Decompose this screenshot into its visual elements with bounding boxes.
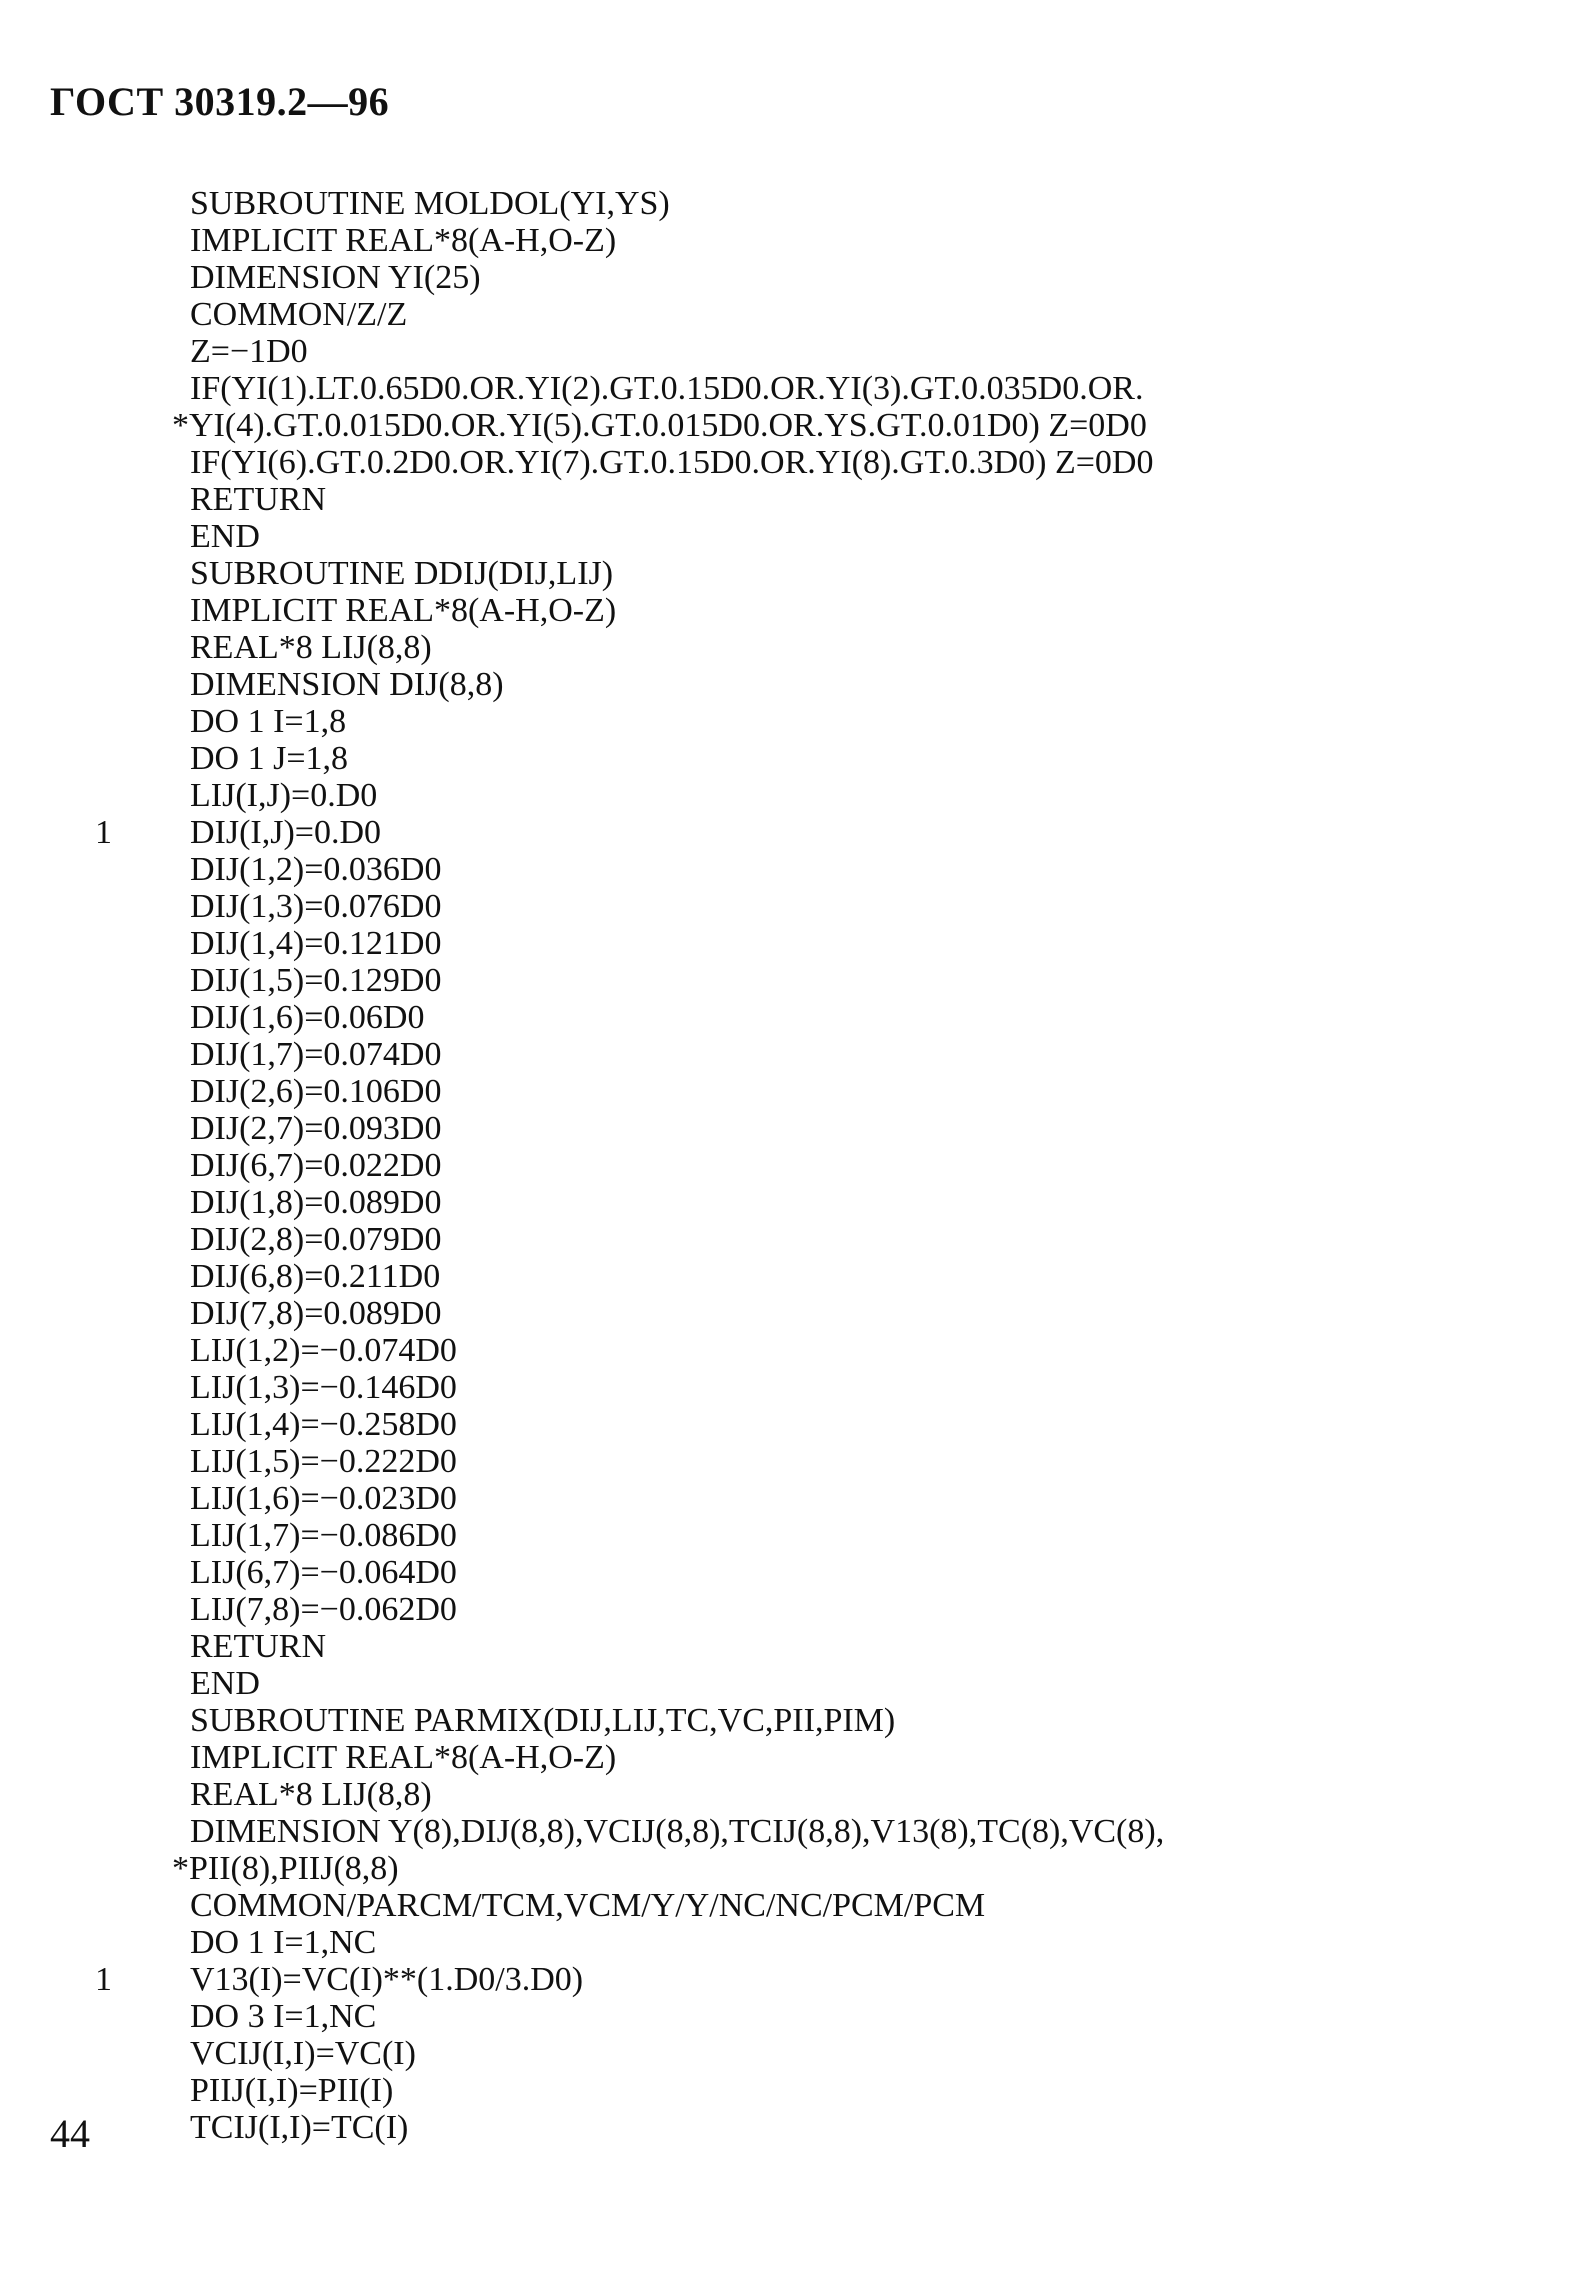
code-line [0,1295,1590,1332]
code-line [0,1147,1590,1184]
code-line [0,1036,1590,1073]
code-line [0,1591,1590,1628]
code-line [0,1258,1590,1295]
code-text: LIJ(1,2)=−0.074D0 [190,1332,457,1369]
code-text: DIMENSION DIJ(8,8) [190,666,504,703]
statement-label: 1 [95,814,112,851]
code-text: LIJ(I,J)=0.D0 [190,777,378,814]
code-text: RETURN [190,481,326,518]
code-text: DIMENSION Y(8),DIJ(8,8),VCIJ(8,8),TCIJ(8,8),V13(8),TC(8),VC(8), [190,1813,1165,1850]
document-header: ГОСТ 30319.2—96 [50,79,390,124]
code-line [0,1443,1590,1480]
code-text: LIJ(1,4)=−0.258D0 [190,1406,457,1443]
code-line [0,740,1590,777]
code-line [0,962,1590,999]
code-line [0,518,1590,555]
code-text: IMPLICIT REAL*8(A-H,O-Z) [190,592,617,629]
code-line [0,370,1590,407]
code-text: VCIJ(I,I)=VC(I) [190,2035,416,2072]
code-text: *YI(4).GT.0.015D0.OR.YI(5).GT.0.015D0.OR.YS.GT.0.01D0) Z=0D0 [172,407,1147,444]
code-line [0,629,1590,666]
code-text: IF(YI(1).LT.0.65D0.OR.YI(2).GT.0.15D0.OR.YI(3).GT.0.035D0.OR. [190,370,1144,407]
code-line [0,703,1590,740]
code-line [0,1554,1590,1591]
code-line [0,185,1590,222]
code-text: SUBROUTINE DDIJ(DIJ,LIJ) [190,555,614,592]
code-line [0,1776,1590,1813]
code-text: DIJ(I,J)=0.D0 [190,814,382,851]
code-line [0,2035,1590,2072]
page-number: 44 [50,2111,90,2156]
code-text: REAL*8 LIJ(8,8) [190,1776,432,1813]
code-line [0,1332,1590,1369]
code-text: Z=−1D0 [190,333,308,370]
code-line [0,1184,1590,1221]
code-text: SUBROUTINE MOLDOL(YI,YS) [190,185,670,222]
code-line [0,222,1590,259]
code-text: DIJ(1,8)=0.089D0 [190,1184,442,1221]
code-line [0,1702,1590,1739]
code-line [0,1110,1590,1147]
code-line [0,1887,1590,1924]
code-text: DIJ(2,7)=0.093D0 [190,1110,442,1147]
code-line [0,851,1590,888]
code-line [0,777,1590,814]
code-line [0,333,1590,370]
code-text: LIJ(1,3)=−0.146D0 [190,1369,457,1406]
code-text: DIJ(2,8)=0.079D0 [190,1221,442,1258]
code-text: COMMON/PARCM/TCM,VCM/Y/Y/NC/NC/PCM/PCM [190,1887,986,1924]
code-text: DIJ(1,2)=0.036D0 [190,851,442,888]
code-text: SUBROUTINE PARMIX(DIJ,LIJ,TC,VC,PII,PIM) [190,1702,896,1739]
code-text: COMMON/Z/Z [190,296,408,333]
code-text: DIJ(6,7)=0.022D0 [190,1147,442,1184]
code-text: DO 1 I=1,8 [190,703,347,740]
code-line [0,259,1590,296]
code-text: DIMENSION YI(25) [190,259,481,296]
code-text: LIJ(1,7)=−0.086D0 [190,1517,457,1554]
code-line [0,1406,1590,1443]
code-text: DIJ(1,5)=0.129D0 [190,962,442,999]
code-text: DIJ(1,7)=0.074D0 [190,1036,442,1073]
code-text: REAL*8 LIJ(8,8) [190,629,432,666]
code-text: LIJ(6,7)=−0.064D0 [190,1554,457,1591]
code-listing [0,185,1590,2146]
code-text: END [190,1665,260,1702]
code-text: DO 1 I=1,NC [190,1924,377,1961]
code-line [0,1813,1590,1850]
statement-label: 1 [95,1961,112,1998]
code-text: DIJ(1,3)=0.076D0 [190,888,442,925]
code-text: DIJ(7,8)=0.089D0 [190,1295,442,1332]
code-line [0,1665,1590,1702]
code-text: DO 3 I=1,NC [190,1998,377,2035]
code-text: DIJ(1,6)=0.06D0 [190,999,425,1036]
code-line [0,1961,1590,1998]
code-text: RETURN [190,1628,326,1665]
code-line [0,999,1590,1036]
code-line [0,1480,1590,1517]
code-line [0,1850,1590,1887]
code-line [0,592,1590,629]
code-line [0,1628,1590,1665]
code-line [0,1739,1590,1776]
code-line [0,666,1590,703]
code-text: END [190,518,260,555]
code-line [0,1517,1590,1554]
code-line [0,1221,1590,1258]
code-text: LIJ(1,6)=−0.023D0 [190,1480,457,1517]
code-text: LIJ(1,5)=−0.222D0 [190,1443,457,1480]
code-line [0,1924,1590,1961]
code-text: TCIJ(I,I)=TC(I) [190,2109,409,2146]
code-text: LIJ(7,8)=−0.062D0 [190,1591,457,1628]
code-text: IMPLICIT REAL*8(A-H,O-Z) [190,222,617,259]
code-line [0,296,1590,333]
code-text: DO 1 J=1,8 [190,740,349,777]
code-text: PIIJ(I,I)=PII(I) [190,2072,394,2109]
code-line [0,1998,1590,2035]
code-line [0,888,1590,925]
code-text: DIJ(1,4)=0.121D0 [190,925,442,962]
code-line [0,555,1590,592]
code-line [0,1369,1590,1406]
code-text: DIJ(2,6)=0.106D0 [190,1073,442,1110]
code-line [0,2072,1590,2109]
code-text: *PII(8),PIIJ(8,8) [172,1850,399,1887]
code-line [0,407,1590,444]
code-line [0,925,1590,962]
code-line [0,2109,1590,2146]
code-line [0,814,1590,851]
code-line [0,481,1590,518]
code-text: IF(YI(6).GT.0.2D0.OR.YI(7).GT.0.15D0.OR.YI(8).GT.0.3D0) Z=0D0 [190,444,1154,481]
code-text: IMPLICIT REAL*8(A-H,O-Z) [190,1739,617,1776]
code-line [0,444,1590,481]
code-text: DIJ(6,8)=0.211D0 [190,1258,441,1295]
code-line [0,1073,1590,1110]
code-text: V13(I)=VC(I)**(1.D0/3.D0) [190,1961,584,1998]
